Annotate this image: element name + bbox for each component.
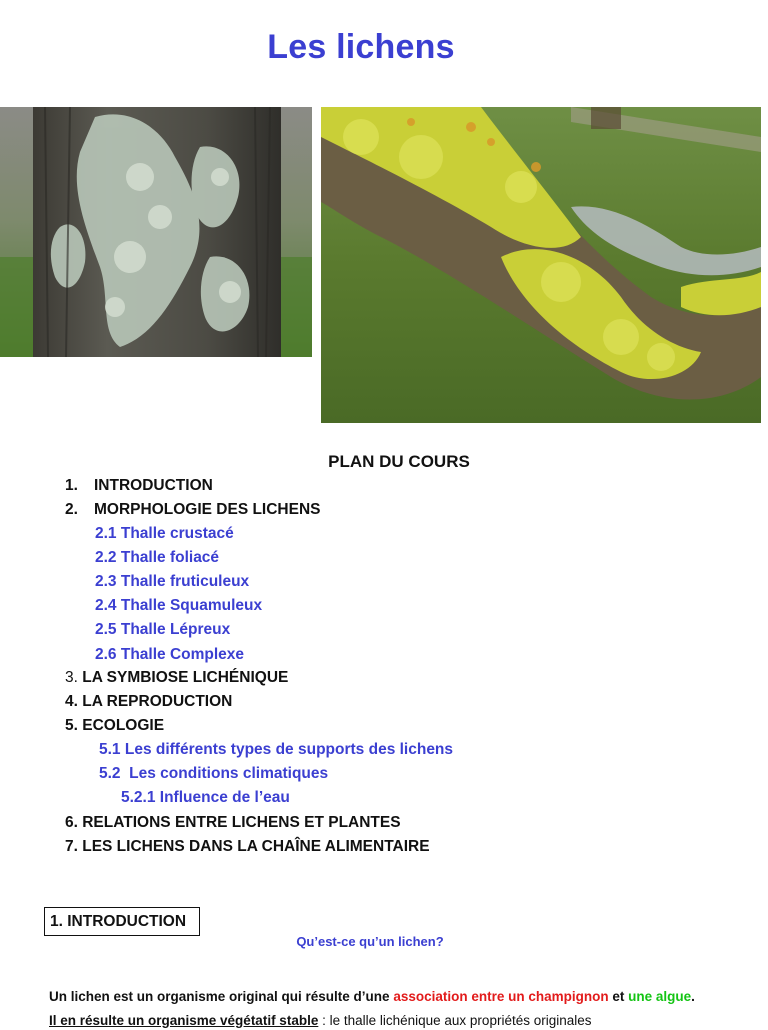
toc-item-ecologie[interactable]: 5. ECOLOGIE <box>65 717 165 734</box>
toc-item-morphologie[interactable] <box>65 500 321 520</box>
section-heading-introduction: 1. INTRODUCTION <box>44 907 200 936</box>
toc-item-thalle-crustace[interactable]: 2.1 Thalle crustacé <box>95 525 234 542</box>
definition-end: . <box>691 989 695 1004</box>
page-title: Les lichens <box>267 28 455 66</box>
toc-item-thalle-lepreux[interactable]: 2.5 Thalle Lépreux <box>95 621 231 638</box>
toc-item-number: 2. <box>65 501 78 518</box>
toc-item-label: INTRODUCTION <box>94 477 213 494</box>
toc-item-reproduction[interactable]: 4. LA REPRODUCTION <box>65 693 233 710</box>
lichen-on-tree-trunk-photo <box>0 107 312 357</box>
toc-item-relations[interactable]: 6. RELATIONS ENTRE LICHENS ET PLANTES <box>65 814 401 831</box>
result-bold-text: Il en résulte un organisme végétatif stable <box>49 1013 319 1028</box>
toc-item-symbiose[interactable] <box>65 668 288 688</box>
toc-item-label: MORPHOLOGIE DES LICHENS <box>94 501 321 518</box>
section-question: Qu’est-ce qu’un lichen? <box>296 934 444 949</box>
toc-item-chaine-alimentaire[interactable]: 7. LES LICHENS DANS LA CHAÎNE ALIMENTAIRE <box>65 838 430 855</box>
toc-item-thalle-foliace[interactable]: 2.2 Thalle foliacé <box>95 549 220 566</box>
toc-item-types-supports[interactable]: 5.1 Les différents types de supports des lichens <box>99 741 454 758</box>
definition-connector: et <box>608 989 629 1004</box>
definition-text: Un lichen est un organisme original qui résulte d’une <box>49 989 394 1004</box>
yellow-lichen-on-branch-photo <box>321 107 761 423</box>
toc-item-thalle-complexe[interactable]: 2.6 Thalle Complexe <box>95 646 245 663</box>
definition-paragraph <box>49 988 695 1006</box>
toc-item-number: 3. <box>65 669 78 686</box>
result-paragraph <box>49 1012 592 1030</box>
toc-item-introduction[interactable] <box>65 476 213 496</box>
result-text: : le thalle lichénique aux propriétés originales <box>318 1013 592 1028</box>
toc-item-number: 1. <box>65 477 78 494</box>
toc-item-thalle-fruticuleux[interactable]: 2.3 Thalle fruticuleux <box>95 573 250 590</box>
toc-item-influence-eau[interactable]: 5.2.1 Influence de l’eau <box>121 789 290 806</box>
toc-item-conditions-climatiques[interactable]: 5.2 Les conditions climatiques <box>99 765 329 782</box>
algue-highlight: une algue <box>628 989 692 1004</box>
champignon-highlight: association entre un champignon <box>393 989 609 1004</box>
toc-item-label: LA SYMBIOSE LICHÉNIQUE <box>82 669 289 686</box>
plan-heading: PLAN DU COURS <box>328 452 470 471</box>
toc-item-thalle-squamuleux[interactable]: 2.4 Thalle Squamuleux <box>95 597 263 614</box>
